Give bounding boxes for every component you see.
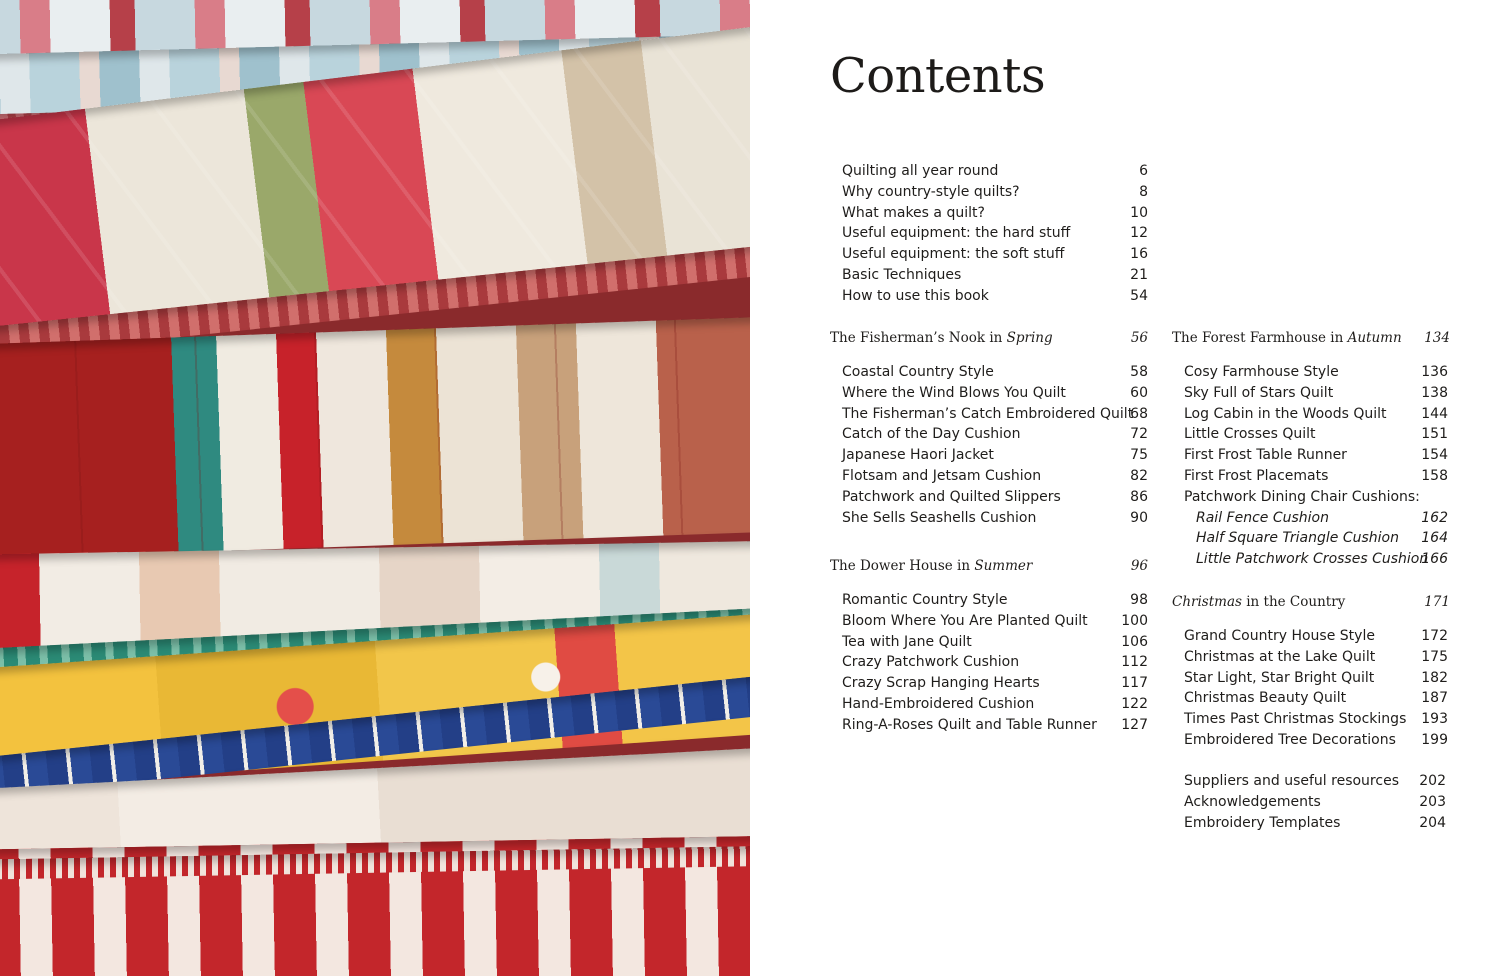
toc-entry-title: How to use this book [842,287,989,304]
toc-entry-title: Little Crosses Quilt [1184,426,1316,443]
toc-entry[interactable] [830,445,1148,466]
toc-entry-page: 68 [1130,405,1148,422]
quilt-layer [0,316,750,560]
toc-entry-page: 172 [1421,628,1448,644]
toc-entry-page: 127 [1121,716,1148,733]
toc-entry-page: 12 [1130,225,1148,242]
toc-entry-title: Patchwork and Quilted Slippers [842,488,1061,505]
toc-entry-title: First Frost Table Runner [1184,447,1347,464]
toc-entry[interactable] [830,611,1148,632]
toc-entry[interactable] [1172,362,1448,383]
toc-entry[interactable] [1172,404,1448,425]
toc-entry-title: Hand-Embroidered Cushion [842,695,1035,712]
toc-entry-page: 162 [1421,509,1448,526]
toc-entry-title: Times Past Christmas Stockings [1184,711,1407,728]
toc-entry[interactable] [1172,424,1448,445]
toc-entry-title: Coastal Country Style [842,364,994,380]
toc-entry-page: 151 [1421,426,1448,443]
toc-entry-page: 86 [1130,488,1148,505]
toc-entry-page: 100 [1121,612,1148,629]
toc-entry[interactable] [830,383,1148,404]
toc-entry-page: 144 [1421,405,1448,422]
toc-entry[interactable] [830,424,1148,445]
toc-entry-page: 98 [1130,592,1148,608]
toc-christmas-list [1172,626,1448,751]
section-season: Christmas [1172,594,1242,610]
toc-section-christmas [1172,592,1450,613]
section-season: Summer [974,558,1033,574]
toc-entry-title: Why country-style quilts? [842,183,1020,200]
section-page: 134 [1424,330,1450,346]
toc-entry-title: The Fisherman’s Catch Embroidered Quilt [842,405,1134,422]
toc-entry-title: Tea with Jane Quilt [842,633,972,650]
section-heading[interactable] [830,556,1148,577]
toc-entry[interactable] [830,508,1148,529]
toc-entry-title: Half Square Triangle Cushion [1196,530,1399,547]
section-heading[interactable] [830,328,1148,349]
toc-entry[interactable] [830,466,1148,487]
toc-entry-title: Grand Country House Style [1184,628,1375,644]
toc-entry-page: 75 [1130,447,1148,464]
toc-entry-page: 154 [1421,447,1448,464]
toc-entry-title: Acknowledgements [1184,793,1321,810]
toc-entry-title: What makes a quilt? [842,204,985,221]
toc-intro-list [830,161,1148,307]
toc-entry-title: Log Cabin in the Woods Quilt [1184,405,1387,422]
toc-entry-page: 6 [1139,163,1148,179]
toc-entry-title: Flotsam and Jetsam Cushion [842,467,1042,484]
toc-entry[interactable] [830,286,1148,307]
toc-entry[interactable] [830,632,1148,653]
toc-entry-title: Quilting all year round [842,163,999,179]
toc-summer-list [830,590,1148,736]
toc-entry-title: Catch of the Day Cushion [842,426,1021,443]
toc-entry[interactable] [1172,688,1448,709]
section-heading-text: The Fisherman’s Nook in [830,330,1007,346]
toc-entry-page: 158 [1421,467,1448,484]
toc-entry-title: Star Light, Star Bright Quilt [1184,669,1375,686]
toc-entry-page: 164 [1421,530,1448,547]
toc-entry-title: Sky Full of Stars Quilt [1184,384,1334,401]
toc-entry-title: Useful equipment: the soft stuff [842,246,1065,263]
toc-subentry[interactable] [1172,508,1448,529]
toc-entry-title: Bloom Where You Are Planted Quilt [842,612,1088,629]
toc-entry[interactable] [830,223,1148,244]
toc-entry-title: Romantic Country Style [842,592,1008,608]
toc-entry-title: First Frost Placemats [1184,467,1329,484]
toc-entry[interactable] [1172,626,1448,647]
toc-entry-page: 117 [1121,675,1148,692]
page-title: Contents [830,48,1046,104]
toc-entry-page: 199 [1421,731,1448,748]
toc-entry[interactable] [1172,445,1448,466]
toc-section-autumn [1172,328,1450,349]
toc-entry-page: 16 [1130,246,1148,263]
toc-section-spring [830,328,1148,349]
toc-entry[interactable] [1172,466,1448,487]
toc-entry[interactable] [1172,709,1448,730]
toc-entry[interactable] [1172,668,1448,689]
section-page: 96 [1130,558,1148,574]
section-heading-text: in the Country [1241,594,1346,610]
toc-entry[interactable] [1172,730,1448,751]
toc-entry-page: 193 [1421,711,1448,728]
toc-entry[interactable] [1172,487,1448,508]
toc-entry-page: 182 [1421,669,1448,686]
section-heading[interactable] [1172,328,1450,349]
toc-autumn-list [1172,362,1448,570]
toc-entry[interactable] [1172,771,1446,792]
toc-entry-title: Embroidery Templates [1184,814,1341,831]
toc-entry[interactable] [1172,647,1448,668]
toc-entry-title: Useful equipment: the hard stuff [842,225,1071,242]
toc-entry[interactable] [830,161,1148,182]
toc-entry-page: 136 [1421,364,1448,380]
toc-entry-title: Christmas Beauty Quilt [1184,690,1347,707]
toc-entry-page: 60 [1130,384,1148,401]
section-heading-text: The Forest Farmhouse in [1172,330,1348,346]
toc-entry-title: She Sells Seashells Cushion [842,509,1037,526]
toc-entry-page: 90 [1130,509,1148,526]
contents-page [750,0,1500,976]
toc-entry-title: Ring-A-Roses Quilt and Table Runner [842,716,1097,733]
toc-entry-page: 187 [1421,690,1448,707]
toc-entry-page: 54 [1130,287,1148,304]
toc-entry-title: Little Patchwork Crosses Cushion [1196,551,1429,568]
toc-entry[interactable] [830,244,1148,265]
section-heading[interactable] [1172,592,1450,613]
toc-entry-title: Rail Fence Cushion [1196,509,1329,526]
toc-entry-page: 112 [1121,654,1148,671]
toc-entry-title: Crazy Patchwork Cushion [842,654,1020,671]
toc-entry-title: Crazy Scrap Hanging Hearts [842,675,1040,692]
toc-entry[interactable] [1172,383,1448,404]
toc-entry-page: 72 [1130,426,1148,443]
toc-endmatter-list [1172,771,1446,833]
toc-entry[interactable] [830,487,1148,508]
section-heading-text: The Dower House in [830,558,975,574]
section-season: Spring [1006,330,1053,346]
toc-entry-title: Suppliers and useful resources [1184,773,1399,789]
toc-entry[interactable] [830,673,1148,694]
toc-entry-title: Basic Techniques [842,266,962,283]
toc-entry-title: Embroidered Tree Decorations [1184,731,1396,748]
toc-entry[interactable] [830,590,1148,611]
toc-subentry[interactable] [1172,549,1448,570]
toc-entry-page: 203 [1419,793,1446,810]
section-season: Autumn [1347,330,1402,346]
toc-entry-page: 204 [1419,814,1446,831]
toc-entry[interactable] [830,694,1148,715]
toc-entry-title: Patchwork Dining Chair Cushions: [1184,488,1420,505]
toc-section-summer [830,556,1148,577]
toc-entry[interactable] [830,182,1148,203]
toc-entry-page: 10 [1130,204,1148,221]
toc-entry[interactable] [1172,813,1446,834]
toc-entry-page: 8 [1139,183,1148,200]
toc-entry-page: 175 [1421,648,1448,665]
toc-entry-page: 58 [1130,364,1148,380]
toc-entry-title: Where the Wind Blows You Quilt [842,384,1066,401]
toc-entry[interactable] [830,404,1148,425]
toc-entry[interactable] [830,362,1148,383]
toc-entry-page: 21 [1130,266,1148,283]
toc-entry-page: 202 [1419,773,1446,789]
toc-entry-title: Cosy Farmhouse Style [1184,364,1339,380]
toc-entry[interactable] [830,715,1148,736]
section-page: 171 [1424,594,1450,610]
toc-entry-page: 122 [1121,695,1148,712]
toc-spring-list [830,362,1148,528]
toc-entry[interactable] [830,652,1148,673]
toc-entry[interactable] [830,265,1148,286]
toc-entry-page: 138 [1421,384,1448,401]
toc-subentry[interactable] [1172,528,1448,549]
section-page: 56 [1130,330,1148,346]
toc-entry[interactable] [830,203,1148,224]
toc-entry-title: Christmas at the Lake Quilt [1184,648,1376,665]
toc-entry-page: 106 [1121,633,1148,650]
toc-entry-title: Japanese Haori Jacket [842,447,994,464]
toc-entry[interactable] [1172,792,1446,813]
toc-entry-page: 82 [1130,467,1148,484]
toc-entry-page: 166 [1421,551,1448,568]
